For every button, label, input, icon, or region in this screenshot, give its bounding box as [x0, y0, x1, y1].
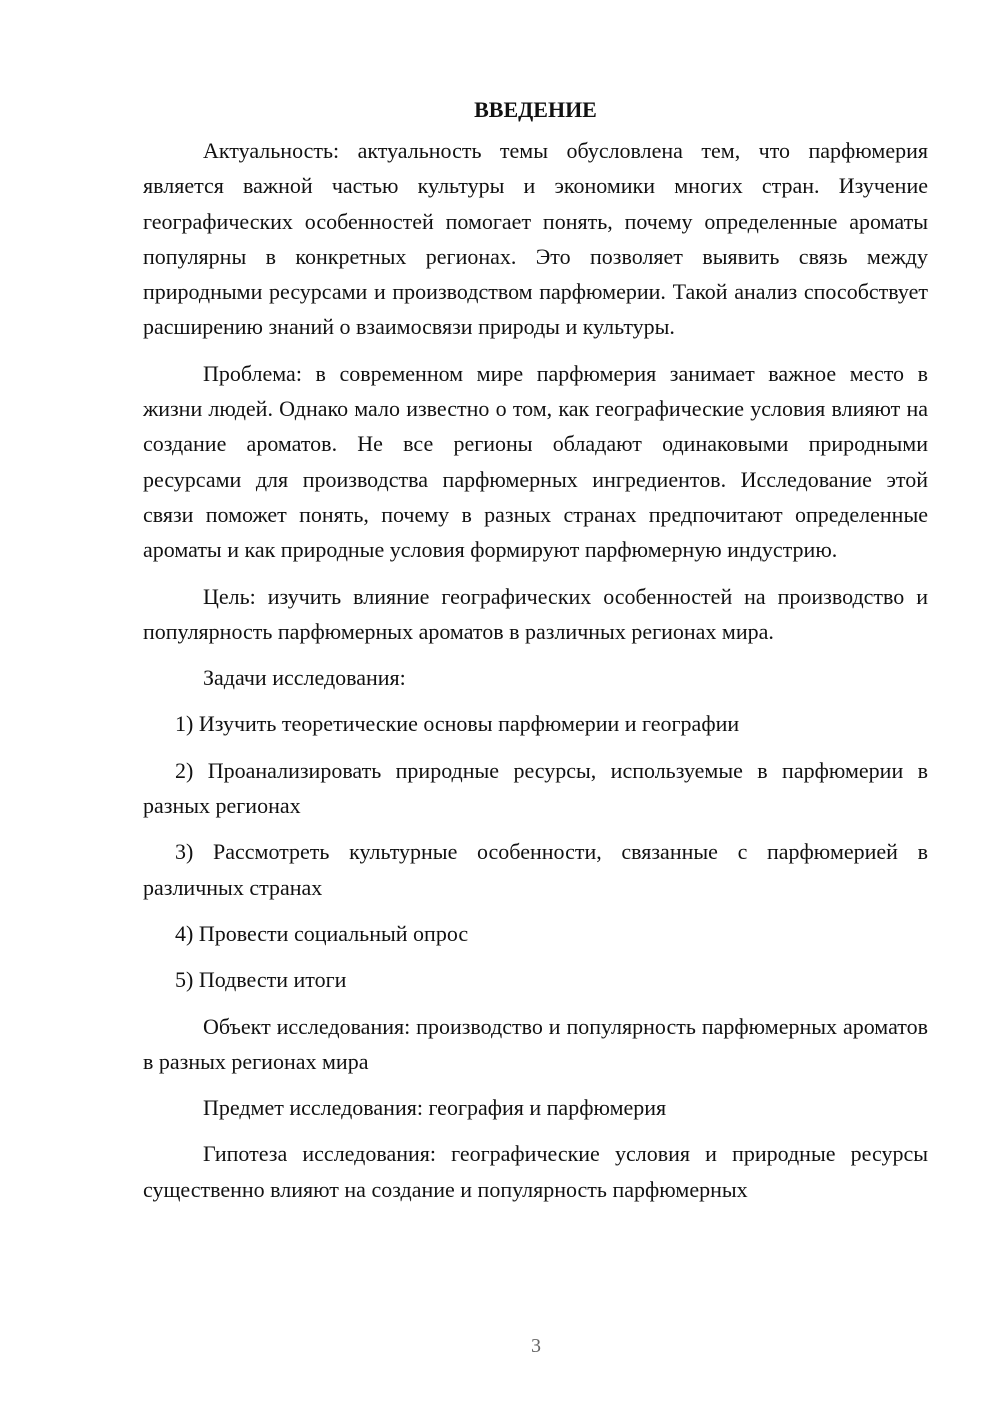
task-item-5: 5) Подвести итоги	[175, 967, 347, 993]
section-heading: ВВЕДЕНИЕ	[474, 97, 597, 122]
paragraph-object: Объект исследования: производство и популярность парфюмерных ароматов в разных регионах мира	[143, 1013, 928, 1074]
task-item-2: 2) Проанализировать природные ресурсы, используемые в парфюмерии в разных регионах	[143, 757, 928, 819]
page-number: 3	[531, 1335, 541, 1357]
paragraph-subject: Предмет исследования: география и парфюмерия	[203, 1095, 667, 1121]
paragraph-hypothesis: Гипотеза исследования: географические условия и природные ресурсы существенно влияют на создание и популярность парфюмерных	[143, 1141, 928, 1202]
task-item-3: 3) Рассмотреть культурные особенности, связанные с парфюмерией в различных странах	[143, 839, 928, 900]
paragraph-goal: Цель: изучить влияние географических особенностей на производство и популярность парфюмерных ароматов в различных регионах мира.	[143, 583, 928, 644]
task-item-4: 4) Провести социальный опрос	[175, 920, 469, 946]
task-item-1: 1) Изучить теоретические основы парфюмерии и географии	[175, 711, 740, 737]
paragraph-problem: Проблема: в современном мире парфюмерия занимает важное место в жизни людей. Однако мало известно о том, как географические условия влияют на создание ароматов. Не все регионы обладают одинаковыми природными ресурсами для производства парфюмерных ингредиентов. Исследование этой связи поможет понять, почему в разных странах предпочитают определенные ароматы и как природные условия формируют парфюмерную индустрию.	[143, 360, 928, 563]
page-content	[143, 92, 928, 1218]
paragraph-relevance: Актуальность: актуальность темы обусловлена тем, что парфюмерия является важной частью культуры и экономики многих стран. Изучение географических особенностей помогает понять, почему определенные ароматы популярны в конкретных регионах. Это позволяет выявить связь между природными ресурсами и производством парфюмерии. Такой анализ способствует расширению знаний о взаимосвязи природы и культуры.	[143, 138, 928, 340]
paragraph-tasks-heading: Задачи исследования:	[203, 665, 406, 691]
